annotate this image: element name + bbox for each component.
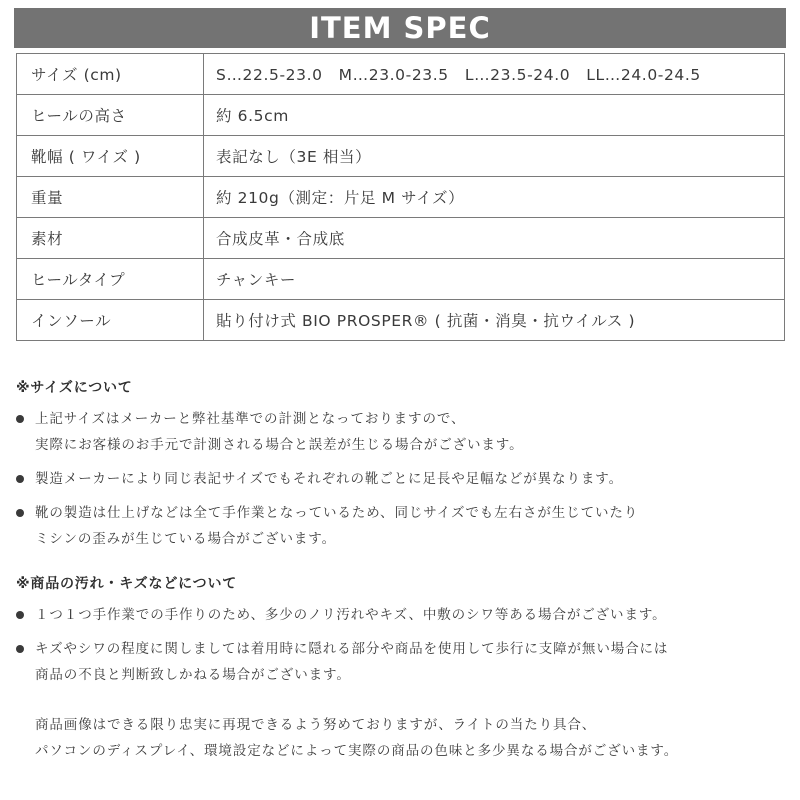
spec-label: 素材 <box>17 218 204 259</box>
note-line: 靴の製造は仕上げなどは全て手作業となっているため、同じサイズでも左右さが生じていたり <box>35 505 639 521</box>
size-notes-heading: ※サイズについて <box>16 380 133 396</box>
closing-note <box>16 712 786 764</box>
note-line: 製造メーカーにより同じ表記サイズでもそれぞれの靴ごとに足長や足幅などが異なります。 <box>35 471 623 487</box>
note-line: 商品の不良と判断致しかねる場合がございます。 <box>35 667 351 683</box>
bullet-icon <box>16 611 24 619</box>
table-row <box>17 218 785 259</box>
page-title: ITEM SPEC <box>309 11 491 45</box>
list-item <box>16 636 786 688</box>
condition-notes-heading: ※商品の汚れ・キズなどについて <box>16 576 238 592</box>
closing-line: パソコンのディスプレイ、環境設定などによって実際の商品の色味と多少異なる場合がございます。 <box>35 743 679 759</box>
title-banner <box>14 8 786 48</box>
bullet-icon <box>16 415 24 423</box>
spec-label: 靴幅 ( ワイズ ) <box>17 136 204 177</box>
spec-value: 合成皮革・合成底 <box>204 218 785 259</box>
list-item <box>16 406 786 458</box>
spec-value: 表記なし（3E 相当） <box>204 136 785 177</box>
note-line: 上記サイズはメーカーと弊社基準での計測となっておりますので、 <box>35 411 466 427</box>
note-line: ミシンの歪みが生じている場合がございます。 <box>35 531 336 547</box>
note-line: 実際にお客様のお手元で計測される場合と誤差が生じる場合がございます。 <box>35 437 524 453</box>
condition-notes-section <box>16 574 786 696</box>
bullet-icon <box>16 645 24 653</box>
spec-value: 約 210g（測定：片足 M サイズ） <box>204 177 785 218</box>
note-line: １つ１つ手作業での手作りのため、多少のノリ汚れやキズ、中敷のシワ等ある場合がございます。 <box>35 607 667 623</box>
spec-table <box>16 53 785 341</box>
bullet-icon <box>16 509 24 517</box>
table-row <box>17 300 785 341</box>
list-item <box>16 500 786 552</box>
spec-value: チャンキー <box>204 259 785 300</box>
list-item <box>16 602 786 628</box>
spec-value: 約 6.5cm <box>204 95 785 136</box>
table-row <box>17 136 785 177</box>
table-row <box>17 54 785 95</box>
spec-label: 重量 <box>17 177 204 218</box>
spec-label: ヒールタイプ <box>17 259 204 300</box>
table-row <box>17 259 785 300</box>
list-item <box>16 466 786 492</box>
note-line: キズやシワの程度に関しましては着用時に隠れる部分や商品を使用して歩行に支障が無い場合には <box>35 641 669 657</box>
table-row <box>17 95 785 136</box>
size-notes-section <box>16 378 786 560</box>
spec-value: S…22.5-23.0 M…23.0-23.5 L…23.5-24.0 LL…24.0-24.5 <box>204 54 785 95</box>
spec-label: ヒールの高さ <box>17 95 204 136</box>
spec-value: 貼り付け式 BIO PROSPER® ( 抗菌・消臭・抗ウイルス ) <box>204 300 785 341</box>
closing-line: 商品画像はできる限り忠実に再現できるよう努めておりますが、ライトの当たり具合、 <box>35 717 597 733</box>
spec-label: インソール <box>17 300 204 341</box>
table-row <box>17 177 785 218</box>
bullet-icon <box>16 475 24 483</box>
spec-label: サイズ (cm) <box>17 54 204 95</box>
